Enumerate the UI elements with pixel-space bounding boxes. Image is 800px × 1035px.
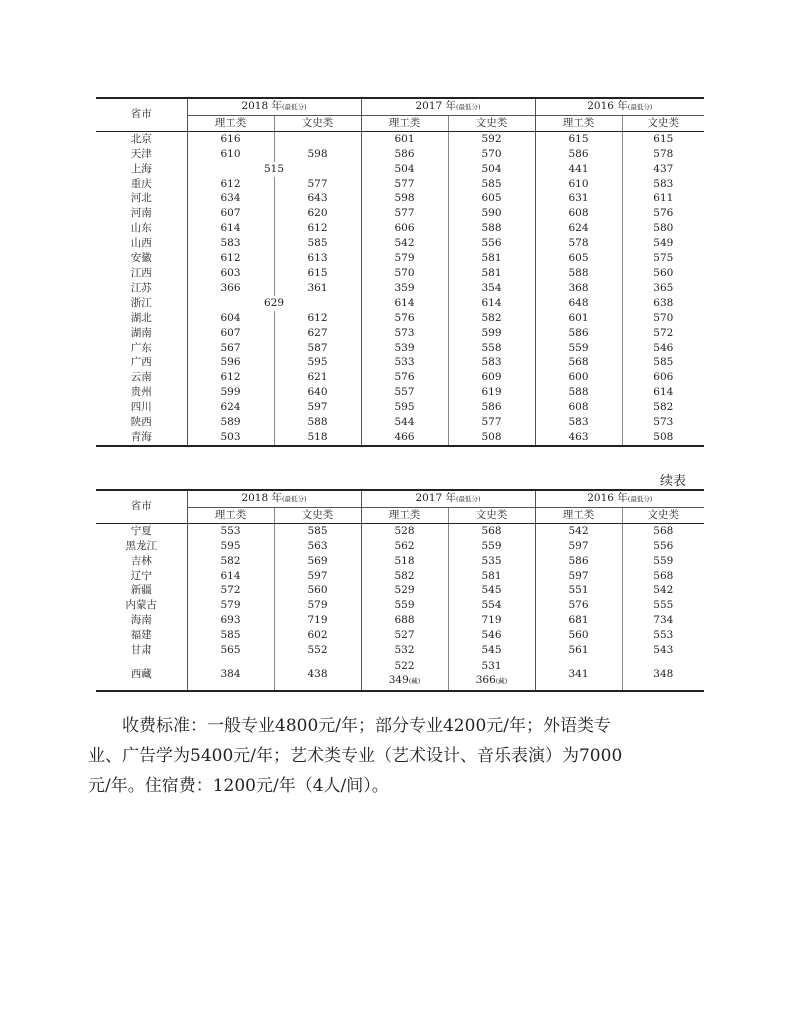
category-header: 文史类 — [274, 115, 361, 131]
province-name: 上海 — [96, 162, 187, 177]
table-row — [96, 613, 704, 628]
score-cell: 605 — [535, 251, 622, 266]
score-cell: 619 — [448, 385, 535, 400]
score-cell: 583 — [653, 177, 674, 190]
table-row — [96, 643, 704, 658]
table-row — [96, 162, 704, 177]
category-header: 文史类 — [622, 507, 704, 523]
score-cell: 583 — [187, 236, 274, 251]
score-cell: 529 — [361, 583, 448, 598]
province-name: 河北 — [96, 191, 187, 206]
table-row — [96, 355, 704, 370]
table-row — [96, 370, 704, 385]
score-cell: 580 — [653, 222, 674, 235]
score-cell: 608 — [535, 400, 622, 415]
score-cell: 614 — [187, 221, 274, 236]
score-cell: 518 — [361, 554, 448, 569]
score-cell: 368 — [535, 281, 622, 296]
table-row — [96, 296, 704, 311]
score-cell: 734 — [653, 614, 674, 627]
score-sub-value: 349 — [388, 674, 409, 687]
score-cell: 603 — [187, 266, 274, 281]
score-cell: 528 — [361, 523, 448, 538]
category-header: 理工类 — [361, 507, 448, 523]
score-cell: 624 — [187, 400, 274, 415]
score-cell: 354 — [448, 281, 535, 296]
year-label: 2018 年 — [241, 492, 282, 504]
score-cell: 535 — [448, 554, 535, 569]
score-cell: 504 — [448, 162, 535, 177]
score-cell: 575 — [653, 252, 674, 265]
score-cell: 570 — [653, 311, 674, 324]
score-cell: 568 — [535, 355, 622, 370]
score-cell: 719 — [274, 613, 361, 628]
score-cell: 610 — [535, 177, 622, 192]
score-cell: 578 — [535, 236, 622, 251]
year-header — [535, 98, 704, 115]
score-cell: 586 — [361, 147, 448, 162]
table-row — [96, 281, 704, 296]
score-cell: 545 — [448, 643, 535, 658]
score-cell: 463 — [535, 430, 622, 446]
year-note: (最低分) — [627, 495, 653, 503]
score-cell: 581 — [448, 251, 535, 266]
score-cell: 598 — [274, 147, 361, 162]
score-cell: 573 — [361, 326, 448, 341]
score-cell: 466 — [361, 430, 448, 446]
score-cell-dual — [448, 658, 535, 691]
score-cell: 599 — [448, 326, 535, 341]
score-cell: 578 — [653, 147, 674, 160]
province-name: 山东 — [96, 221, 187, 236]
category-header: 文史类 — [622, 115, 704, 131]
score-cell: 605 — [448, 191, 535, 206]
year-note: (最低分) — [282, 103, 307, 111]
continued-label: 续表 — [660, 474, 687, 489]
score-cell: 542 — [653, 584, 674, 597]
score-cell: 582 — [653, 401, 674, 414]
score-cell: 596 — [187, 355, 274, 370]
score-cell: 553 — [187, 523, 274, 538]
score-cell: 542 — [535, 523, 622, 538]
score-cell-dual — [361, 658, 448, 691]
score-cell: 620 — [274, 206, 361, 221]
score-cell: 597 — [274, 569, 361, 584]
score-cell: 563 — [274, 539, 361, 554]
score-cell: 613 — [274, 251, 361, 266]
score-cell: 348 — [622, 658, 704, 691]
year-header — [361, 490, 535, 507]
score-cell: 503 — [187, 430, 274, 446]
score-cell: 579 — [361, 251, 448, 266]
score-cell: 607 — [187, 206, 274, 221]
province-name: 四川 — [96, 400, 187, 415]
score-cell: 549 — [653, 237, 674, 250]
table-row — [96, 569, 704, 584]
province-name: 新疆 — [96, 583, 187, 598]
fee-line-1: 收费标准：一般专业4800元/年；部分专业4200元/年；外语类专 — [122, 716, 611, 736]
table-row — [96, 206, 704, 221]
province-name: 青海 — [96, 430, 187, 446]
header-row-years — [96, 490, 704, 507]
province-name: 内蒙古 — [96, 598, 187, 613]
score-cell: 545 — [448, 583, 535, 598]
score-cell: 589 — [187, 415, 274, 430]
province-name: 辽宁 — [96, 569, 187, 584]
score-cell: 612 — [187, 370, 274, 385]
score-main: 522 — [394, 660, 415, 673]
province-name: 甘肃 — [96, 643, 187, 658]
score-cell: 599 — [187, 385, 274, 400]
province-header: 省市 — [96, 98, 187, 131]
score-cell: 508 — [622, 430, 704, 446]
score-cell: 556 — [448, 236, 535, 251]
table-row — [96, 341, 704, 356]
province-name: 广西 — [96, 355, 187, 370]
score-cell: 570 — [361, 266, 448, 281]
score-cell: 577 — [361, 177, 448, 192]
score-cell: 631 — [535, 191, 622, 206]
score-cell: 600 — [535, 370, 622, 385]
score-cell: 559 — [448, 539, 535, 554]
score-cell: 585 — [274, 523, 361, 538]
score-cell: 542 — [361, 236, 448, 251]
score-cell: 585 — [448, 177, 535, 192]
score-cell: 638 — [653, 296, 674, 309]
table-row — [96, 266, 704, 281]
score-cell: 508 — [448, 430, 535, 446]
table-row — [96, 554, 704, 569]
province-name: 重庆 — [96, 177, 187, 192]
admission-scores-table-continued-body — [96, 490, 704, 691]
score-cell: 588 — [535, 385, 622, 400]
province-name: 湖南 — [96, 326, 187, 341]
score-cell: 582 — [361, 569, 448, 584]
score-cell: 612 — [274, 221, 361, 236]
table-row — [96, 326, 704, 341]
category-header: 理工类 — [187, 507, 274, 523]
score-sub — [362, 673, 448, 688]
score-cell: 586 — [535, 326, 622, 341]
score-cell: 562 — [361, 539, 448, 554]
province-name: 江苏 — [96, 281, 187, 296]
score-cell: 527 — [361, 628, 448, 643]
fee-standard-paragraph — [88, 711, 712, 801]
score-cell: 582 — [187, 554, 274, 569]
category-header: 文史类 — [274, 507, 361, 523]
score-cell: 586 — [535, 554, 622, 569]
score-cell: 614 — [361, 296, 448, 311]
table-row — [96, 523, 704, 538]
score-cell: 361 — [274, 281, 361, 296]
province-name: 安徽 — [96, 251, 187, 266]
fee-line-3: 元/年。住宿费：1200元/年（4人/间）。 — [88, 776, 389, 796]
year-label: 2017 年 — [415, 492, 457, 504]
score-cell: 610 — [187, 147, 274, 162]
category-header: 文史类 — [448, 507, 535, 523]
category-header: 理工类 — [187, 115, 274, 131]
year-label: 2018 年 — [241, 100, 282, 112]
score-sub-note: (藏) — [495, 677, 508, 686]
year-note: (最低分) — [456, 103, 481, 111]
score-cell: 681 — [535, 613, 622, 628]
admission-scores-table-body — [96, 98, 704, 446]
province-name: 云南 — [96, 370, 187, 385]
score-cell: 366 — [187, 281, 274, 296]
province-name: 河南 — [96, 206, 187, 221]
year-note: (最低分) — [627, 103, 653, 111]
province-header: 省市 — [96, 490, 187, 523]
score-cell: 688 — [361, 613, 448, 628]
province-name: 北京 — [96, 131, 187, 146]
score-cell: 590 — [448, 206, 535, 221]
score-cell: 592 — [448, 131, 535, 146]
score-cell: 612 — [187, 177, 274, 192]
score-cell: 543 — [653, 644, 674, 657]
score-cell: 572 — [653, 326, 674, 339]
table-row — [96, 628, 704, 643]
score-cell: 560 — [274, 583, 361, 598]
province-name: 山西 — [96, 236, 187, 251]
year-header — [187, 490, 361, 507]
score-cell: 554 — [448, 598, 535, 613]
score-cell: 606 — [653, 371, 674, 384]
score-cell: 559 — [653, 554, 674, 567]
province-name: 海南 — [96, 613, 187, 628]
score-cell: 597 — [274, 400, 361, 415]
score-cell: 598 — [361, 191, 448, 206]
province-name: 西藏 — [96, 658, 187, 691]
score-cell: 579 — [274, 598, 361, 613]
score-cell: 581 — [448, 569, 535, 584]
table-row — [96, 221, 704, 236]
table-row-xizang — [96, 658, 704, 691]
score-cell: 585 — [274, 236, 361, 251]
category-header: 理工类 — [535, 507, 622, 523]
score-cell: 570 — [448, 147, 535, 162]
score-sub-value: 366 — [475, 674, 496, 687]
score-cell: 611 — [653, 192, 674, 205]
province-name: 天津 — [96, 147, 187, 162]
score-cell: 568 — [653, 524, 674, 537]
table-row — [96, 415, 704, 430]
table-row — [96, 147, 704, 162]
score-cell: 609 — [448, 370, 535, 385]
table-row — [96, 311, 704, 326]
province-name: 江西 — [96, 266, 187, 281]
score-cell: 588 — [535, 266, 622, 281]
score-cell: 581 — [448, 266, 535, 281]
score-cell: 597 — [535, 539, 622, 554]
score-cell: 551 — [535, 583, 622, 598]
score-cell: 586 — [535, 147, 622, 162]
score-cell: 604 — [187, 311, 274, 326]
province-name: 黑龙江 — [96, 539, 187, 554]
table-row — [96, 400, 704, 415]
province-name: 陕西 — [96, 415, 187, 430]
score-cell: 595 — [361, 400, 448, 415]
score-cell: 546 — [653, 341, 674, 354]
score-cell: 438 — [274, 658, 361, 691]
score-merged: 629 — [187, 296, 361, 311]
score-cell: 559 — [361, 598, 448, 613]
table-row — [96, 539, 704, 554]
year-header — [187, 98, 361, 115]
score-cell: 557 — [361, 385, 448, 400]
score-cell: 585 — [653, 356, 674, 369]
year-header — [361, 98, 535, 115]
score-cell: 573 — [653, 416, 674, 429]
score-cell: 437 — [653, 162, 674, 175]
score-cell: 555 — [653, 599, 674, 612]
score-cell: 384 — [187, 658, 274, 691]
score-cell: 586 — [448, 400, 535, 415]
score-cell: 565 — [187, 643, 274, 658]
category-header: 理工类 — [535, 115, 622, 131]
score-cell — [274, 131, 361, 146]
score-cell: 588 — [274, 415, 361, 430]
score-cell: 577 — [361, 206, 448, 221]
score-cell: 359 — [361, 281, 448, 296]
score-cell: 544 — [361, 415, 448, 430]
table-row — [96, 191, 704, 206]
score-cell: 615 — [653, 132, 674, 145]
table-row — [96, 236, 704, 251]
score-cell: 518 — [274, 430, 361, 446]
admission-scores-table — [96, 97, 704, 447]
score-cell: 621 — [274, 370, 361, 385]
score-cell: 627 — [274, 326, 361, 341]
province-name: 宁夏 — [96, 523, 187, 538]
score-cell: 634 — [187, 191, 274, 206]
score-cell: 595 — [187, 539, 274, 554]
score-sub-note: (藏) — [408, 677, 421, 686]
score-cell: 579 — [187, 598, 274, 613]
score-cell: 583 — [448, 355, 535, 370]
province-name: 湖北 — [96, 311, 187, 326]
score-cell: 643 — [274, 191, 361, 206]
year-label: 2016 年 — [587, 492, 628, 504]
score-cell: 585 — [187, 628, 274, 643]
score-cell: 365 — [653, 281, 674, 294]
score-cell: 648 — [535, 296, 622, 311]
score-cell: 614 — [448, 296, 535, 311]
year-note: (最低分) — [282, 495, 307, 503]
score-cell: 587 — [274, 341, 361, 356]
header-row-years — [96, 98, 704, 115]
province-name: 福建 — [96, 628, 187, 643]
score-cell: 612 — [274, 311, 361, 326]
score-cell: 568 — [448, 523, 535, 538]
score-cell: 612 — [187, 251, 274, 266]
score-cell: 624 — [535, 221, 622, 236]
score-cell: 693 — [187, 613, 274, 628]
score-cell: 608 — [535, 206, 622, 221]
score-cell: 601 — [535, 311, 622, 326]
score-cell: 558 — [448, 341, 535, 356]
score-cell: 576 — [653, 207, 674, 220]
table-row — [96, 583, 704, 598]
year-header — [535, 490, 704, 507]
score-cell: 640 — [274, 385, 361, 400]
score-cell: 588 — [448, 221, 535, 236]
score-main: 531 — [481, 660, 502, 673]
score-cell: 341 — [535, 658, 622, 691]
score-cell: 576 — [361, 370, 448, 385]
province-name: 贵州 — [96, 385, 187, 400]
score-cell: 615 — [535, 131, 622, 146]
score-merged: 515 — [187, 162, 361, 177]
province-name: 浙江 — [96, 296, 187, 311]
score-cell: 552 — [274, 643, 361, 658]
table-row — [96, 177, 704, 192]
year-label: 2016 年 — [587, 100, 628, 112]
admission-scores-table-continued — [96, 489, 704, 692]
score-cell: 576 — [361, 311, 448, 326]
score-cell: 560 — [653, 266, 674, 279]
score-cell: 576 — [535, 598, 622, 613]
header-row-categories — [96, 115, 704, 131]
year-label: 2017 年 — [415, 100, 457, 112]
score-cell: 597 — [535, 569, 622, 584]
province-name: 吉林 — [96, 554, 187, 569]
score-cell: 719 — [448, 613, 535, 628]
score-cell: 616 — [187, 131, 274, 146]
score-cell: 607 — [187, 326, 274, 341]
score-cell: 572 — [187, 583, 274, 598]
category-header: 理工类 — [361, 115, 448, 131]
score-sub — [449, 673, 535, 688]
score-cell: 533 — [361, 355, 448, 370]
table-row — [96, 131, 704, 146]
score-cell: 577 — [448, 415, 535, 430]
score-cell: 614 — [187, 569, 274, 584]
table-row — [96, 598, 704, 613]
score-cell: 539 — [361, 341, 448, 356]
score-cell: 583 — [535, 415, 622, 430]
score-cell: 504 — [361, 162, 448, 177]
score-cell: 601 — [361, 131, 448, 146]
score-cell: 606 — [361, 221, 448, 236]
category-header: 文史类 — [448, 115, 535, 131]
score-cell: 556 — [653, 539, 674, 552]
year-note: (最低分) — [456, 495, 481, 503]
province-name: 广东 — [96, 341, 187, 356]
score-cell: 559 — [535, 341, 622, 356]
score-cell: 569 — [274, 554, 361, 569]
score-cell: 567 — [187, 341, 274, 356]
score-cell: 546 — [448, 628, 535, 643]
score-cell: 532 — [361, 643, 448, 658]
score-cell: 615 — [274, 266, 361, 281]
table-row — [96, 385, 704, 400]
score-cell: 614 — [653, 386, 674, 399]
table-row — [96, 251, 704, 266]
score-cell: 560 — [535, 628, 622, 643]
score-cell: 577 — [274, 177, 361, 192]
score-cell: 602 — [274, 628, 361, 643]
fee-line-2: 业、广告学为5400元/年；艺术类专业（艺术设计、音乐表演）为7000 — [88, 746, 623, 766]
score-cell: 561 — [535, 643, 622, 658]
header-row-categories — [96, 507, 704, 523]
score-cell: 582 — [448, 311, 535, 326]
score-cell: 441 — [535, 162, 622, 177]
score-cell: 553 — [653, 629, 674, 642]
score-cell: 568 — [653, 569, 674, 582]
score-cell: 595 — [274, 355, 361, 370]
table-row — [96, 430, 704, 446]
